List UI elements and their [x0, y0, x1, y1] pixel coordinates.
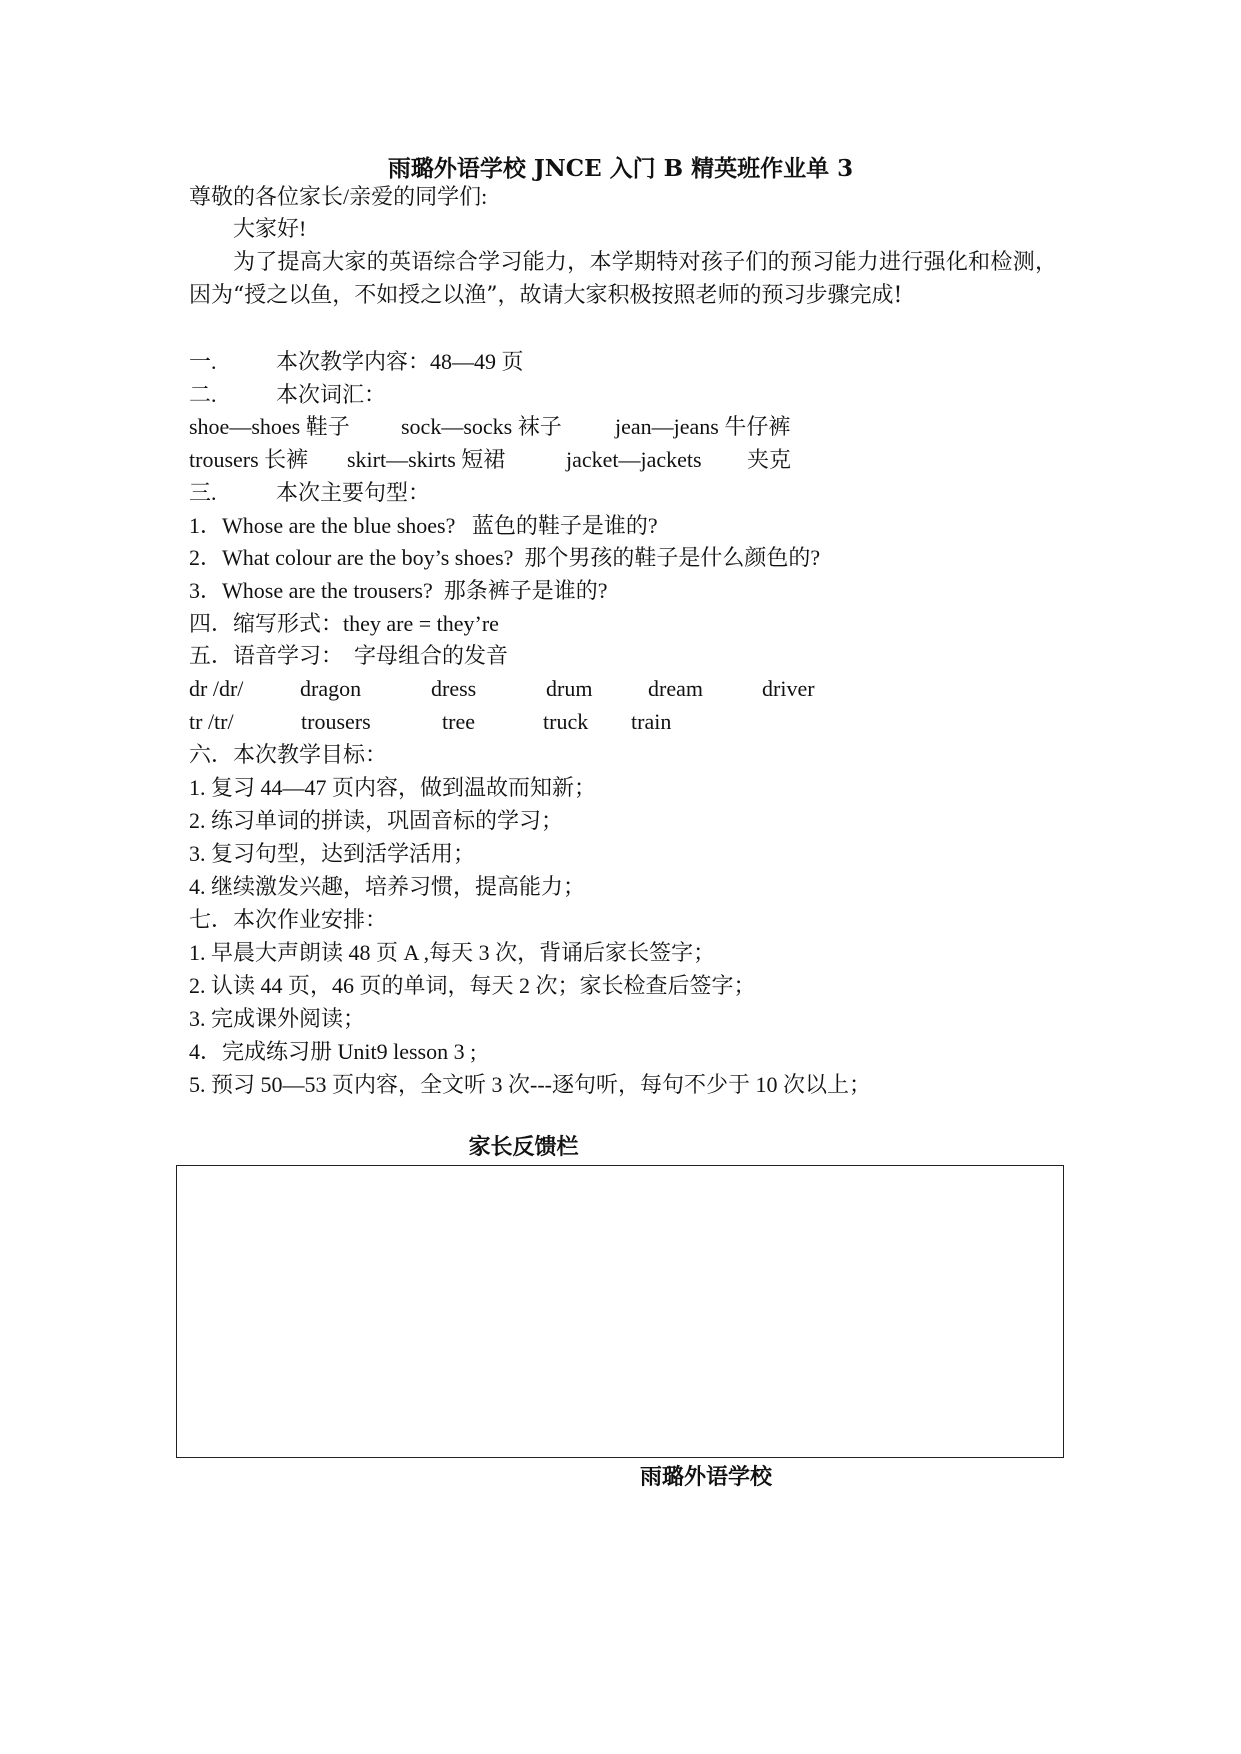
vocab-item: skirt—skirts 短裙	[347, 447, 506, 472]
goal-item: 2. 练习单词的拼读，巩固音标的学习；	[189, 808, 564, 833]
hello-line: 大家好!	[233, 216, 307, 241]
vocab-item: 夹克	[747, 447, 792, 472]
goal-item: 4. 继续激发兴趣，培养习惯，提高能力；	[189, 874, 586, 899]
homework-item: 4．完成练习册 Unit9 lesson 3 ;	[189, 1039, 477, 1064]
phonics-word: tree	[442, 709, 475, 734]
intro-paragraph: 为了提高大家的英语综合学习能力，本学期特对孩子们的预习能力进行强化和检测，因为“授之以鱼，不如授之以渔”，故请大家积极按照老师的预习步骤完成!	[189, 250, 1057, 308]
homework-item: 3. 完成课外阅读；	[189, 1006, 366, 1031]
phonics-word: drum	[546, 676, 593, 701]
section-1-text: 本次教学内容：48—49 页	[276, 349, 524, 374]
document-title: 雨璐外语学校 JNCE 入门 B 精英班作业单 3	[387, 155, 854, 182]
phonics-word: trousers	[301, 709, 371, 734]
sentence-item: 1．Whose are the blue shoes? 蓝色的鞋子是谁的?	[189, 513, 658, 538]
school-signature: 雨璐外语学校	[640, 1464, 773, 1490]
phonics-word: dream	[648, 676, 703, 701]
vocab-item: jean—jeans 牛仔裤	[615, 414, 791, 439]
section-7: 七．本次作业安排：	[189, 907, 388, 932]
phonics-label: tr /tr/	[189, 709, 234, 734]
sentence-item: 2．What colour are the boy’s shoes? 那个男孩的鞋子是什么颜色的?	[189, 545, 821, 570]
phonics-word: truck	[543, 709, 589, 734]
greeting: 尊敬的各位家长/亲爱的同学们:	[189, 184, 488, 209]
phonics-word: driver	[762, 676, 815, 701]
section-3-text: 本次主要句型：	[276, 480, 431, 505]
section-2-number: 二.	[189, 382, 217, 407]
goal-item: 1. 复习 44—47 页内容，做到温故而知新；	[189, 775, 597, 800]
section-6: 六．本次教学目标：	[189, 742, 388, 767]
feedback-box[interactable]	[176, 1165, 1064, 1458]
section-5: 五．语音学习： 字母组合的发音	[189, 643, 509, 668]
homework-item: 1. 早晨大声朗读 48 页 A ,每天 3 次，背诵后家长签字；	[189, 940, 716, 965]
phonics-word: train	[631, 709, 672, 734]
phonics-label: dr /dr/	[189, 676, 244, 701]
vocab-item: sock—socks 袜子	[401, 414, 562, 439]
vocab-item: jacket—jackets	[566, 447, 702, 472]
homework-item: 2. 认读 44 页，46 页的单词，每天 2 次；家长检查后签字；	[189, 973, 756, 998]
vocab-item: shoe—shoes 鞋子	[189, 414, 350, 439]
vocab-item: trousers 长裤	[189, 447, 309, 472]
section-1-number: 一.	[189, 349, 217, 374]
section-2-text: 本次词汇：	[276, 382, 387, 407]
homework-item: 5. 预习 50—53 页内容，全文听 3 次---逐句听，每句不少于 10 次以上；	[189, 1072, 871, 1097]
feedback-heading: 家长反馈栏	[468, 1134, 579, 1160]
section-4: 四．缩写形式：they are = they’re	[189, 611, 499, 636]
sentence-item: 3．Whose are the trousers? 那条裤子是谁的?	[189, 578, 608, 603]
phonics-word: dress	[431, 676, 477, 701]
goal-item: 3. 复习句型，达到活学活用；	[189, 841, 476, 866]
phonics-word: dragon	[300, 676, 362, 701]
section-3-number: 三.	[189, 480, 217, 505]
